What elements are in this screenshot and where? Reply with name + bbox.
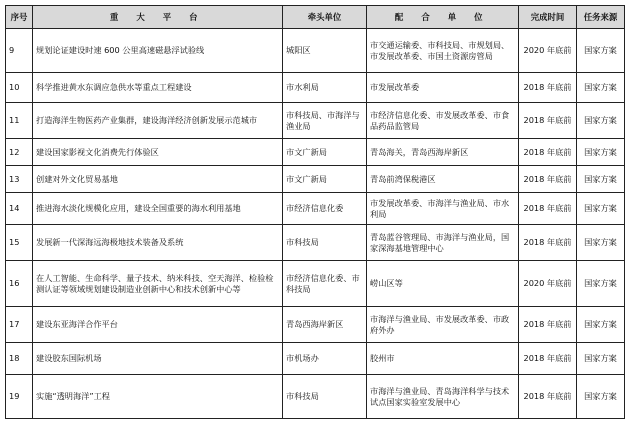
row-coop-unit: 青岛蓝谷管理局、市海洋与渔业局，国家深海基地管理中心 [367,225,519,261]
row-coop-unit: 青岛海关，青岛西海岸新区 [367,139,519,166]
row-completion-time: 2018 年底前 [519,375,577,419]
row-task-source: 国家方案 [577,139,625,166]
row-completion-time: 2018 年底前 [519,73,577,103]
row-project: 建设东亚海洋合作平台 [33,307,283,343]
row-completion-time: 2018 年底前 [519,307,577,343]
row-project: 科学推进黄水东调应急供水等重点工程建设 [33,73,283,103]
row-coop-unit: 市海洋与渔业局、青岛海洋科学与技术试点国家实验室发展中心 [367,375,519,419]
table-row [6,307,625,343]
row-task-source: 国家方案 [577,103,625,139]
row-completion-time: 2018 年底前 [519,139,577,166]
header-coop-unit: 配 合 单 位 [367,6,519,29]
row-no: 17 [6,307,33,343]
row-project: 实施“透明海洋”工程 [33,375,283,419]
row-project: 推进海水淡化规模化应用，建设全国重要的海水利用基地 [33,193,283,225]
row-lead-unit: 市机场办 [283,343,367,375]
row-lead-unit: 市文广新局 [283,166,367,193]
row-no: 14 [6,193,33,225]
row-no: 12 [6,139,33,166]
table-row [6,166,625,193]
table-row [6,139,625,166]
row-coop-unit: 市海洋与渔业局、市发展改革委、市政府外办 [367,307,519,343]
row-no: 11 [6,103,33,139]
table-row [6,73,625,103]
row-no: 10 [6,73,33,103]
table-row [6,103,625,139]
header-task-source: 任务来源 [577,6,625,29]
row-task-source: 国家方案 [577,225,625,261]
row-lead-unit: 市经济信息化委、市科技局 [283,261,367,307]
row-coop-unit: 市发展改革委 [367,73,519,103]
row-no: 15 [6,225,33,261]
row-completion-time: 2018 年底前 [519,193,577,225]
row-task-source: 国家方案 [577,73,625,103]
row-coop-unit: 市发展改革委、市海洋与渔业局、市水利局 [367,193,519,225]
row-lead-unit: 市水利局 [283,73,367,103]
row-lead-unit: 城阳区 [283,29,367,73]
row-no: 16 [6,261,33,307]
row-lead-unit: 市科技局、市海洋与渔业局 [283,103,367,139]
row-project: 发展新一代深海远海极地技术装备及系统 [33,225,283,261]
row-task-source: 国家方案 [577,261,625,307]
row-completion-time: 2020 年底前 [519,29,577,73]
row-task-source: 国家方案 [577,343,625,375]
platform-task-table [5,5,625,419]
row-project: 建设国家影视文化消费先行体验区 [33,139,283,166]
row-completion-time: 2018 年底前 [519,103,577,139]
row-task-source: 国家方案 [577,375,625,419]
table-row [6,225,625,261]
table-row [6,375,625,419]
row-task-source: 国家方案 [577,29,625,73]
table-row [6,343,625,375]
row-project: 建设胶东国际机场 [33,343,283,375]
row-coop-unit: 市经济信息化委、市发展改革委、市食品药品监管局 [367,103,519,139]
row-coop-unit: 崂山区等 [367,261,519,307]
row-project: 创建对外文化贸易基地 [33,166,283,193]
row-lead-unit: 市科技局 [283,225,367,261]
row-task-source: 国家方案 [577,166,625,193]
row-lead-unit: 市经济信息化委 [283,193,367,225]
row-task-source: 国家方案 [577,307,625,343]
header-completion-time: 完成时间 [519,6,577,29]
row-completion-time: 2020 年底前 [519,261,577,307]
header-project: 重 大 平 台 [33,6,283,29]
table-row [6,193,625,225]
table-row [6,29,625,73]
row-completion-time: 2018 年底前 [519,343,577,375]
row-project: 规划论证建设时速 600 公里高速磁悬浮试验线 [33,29,283,73]
row-coop-unit: 青岛前湾保税港区 [367,166,519,193]
row-project: 在人工智能、生命科学、量子技术、纳米科技、空天海洋、检验检测认证等领域规划建设制造业创新中心和技术创新中心等 [33,261,283,307]
row-no: 19 [6,375,33,419]
row-completion-time: 2018 年底前 [519,166,577,193]
row-lead-unit: 市科技局 [283,375,367,419]
row-no: 18 [6,343,33,375]
row-no: 13 [6,166,33,193]
header-lead-unit: 牵头单位 [283,6,367,29]
row-coop-unit: 市交通运输委、市科技局、市规划局、市发展改革委、市国土资源房管局 [367,29,519,73]
row-lead-unit: 青岛西海岸新区 [283,307,367,343]
header-no: 序号 [6,6,33,29]
row-no: 9 [6,29,33,73]
row-task-source: 国家方案 [577,193,625,225]
row-project: 打造海洋生物医药产业集群，建设海洋经济创新发展示范城市 [33,103,283,139]
table-row [6,261,625,307]
row-lead-unit: 市文广新局 [283,139,367,166]
row-coop-unit: 胶州市 [367,343,519,375]
row-completion-time: 2018 年底前 [519,225,577,261]
table-header-row [6,6,625,29]
